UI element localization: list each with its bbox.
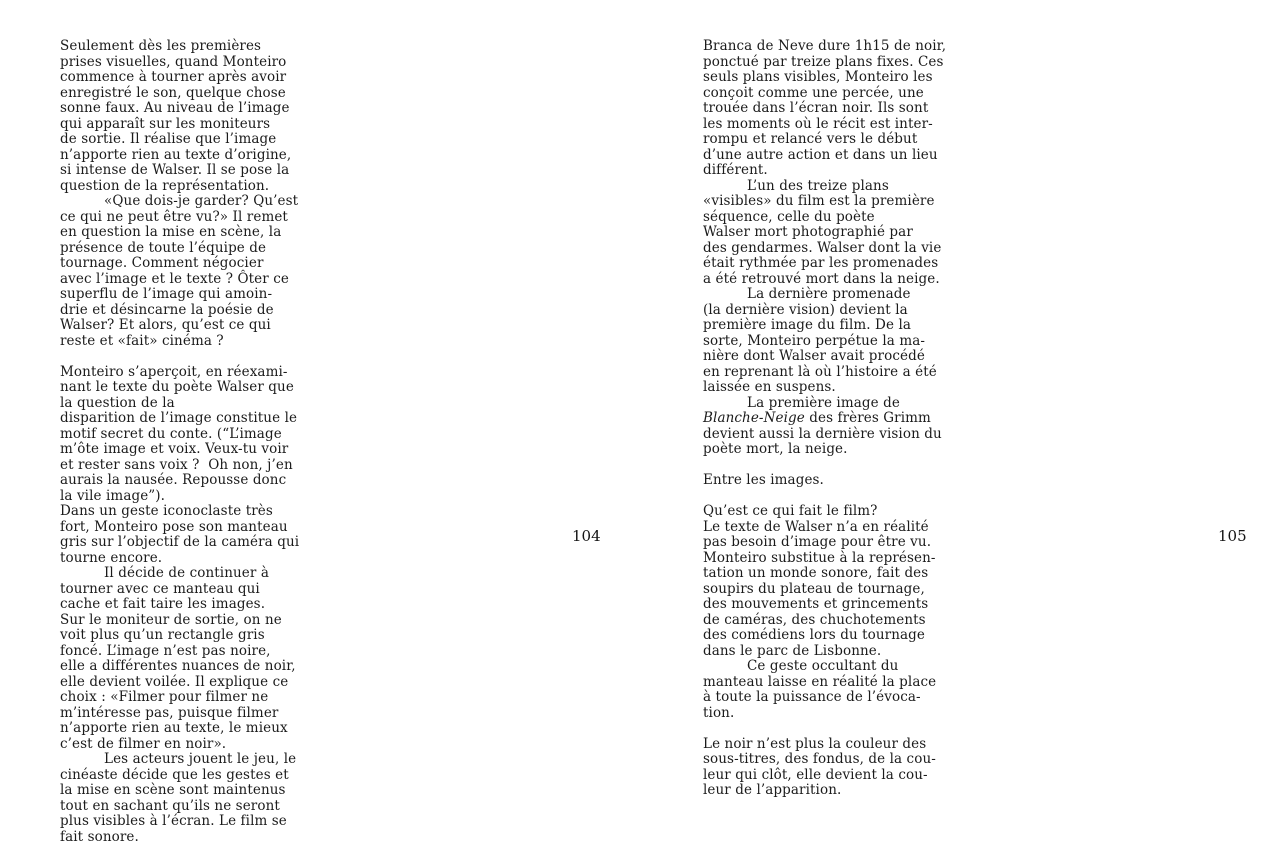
text-line: nière dont Walser avait procédé xyxy=(703,348,925,364)
text-line: c’est de filmer en noir». xyxy=(60,735,227,752)
text-line: de caméras, des chuchotements xyxy=(703,611,926,628)
text-line: rompu et relancé vers le début xyxy=(703,131,918,147)
text-line: sorte, Monteiro perpétue la ma- xyxy=(703,332,926,349)
blank-line xyxy=(60,349,332,365)
text-line: L’un des treize plans xyxy=(747,177,889,194)
text-line: tation un monde sonore, fait des xyxy=(703,565,929,581)
text-line: différent. xyxy=(703,162,768,178)
text-line: Qu’est ce qui fait le film? xyxy=(703,503,878,519)
text-line: des mouvements et grincements xyxy=(703,596,929,612)
text-line: Entre les images. xyxy=(703,472,824,488)
text-line: gris sur l’objectif de la caméra qui xyxy=(60,534,300,550)
text-line: La première image de xyxy=(747,394,900,411)
text-line: Walser mort photographié par xyxy=(703,224,913,240)
text-line: superflu de l’image qui amoin- xyxy=(60,286,273,302)
text-line: sous-titres, des fondus, de la cou- xyxy=(703,751,936,767)
text-line: fait sonore. xyxy=(60,828,139,845)
text-line: Monteiro s’aperçoit, en réexami- xyxy=(60,363,288,380)
text-line: m’intéresse pas, puisque filmer xyxy=(60,704,279,721)
page-105-text-column xyxy=(703,39,975,799)
blank-line xyxy=(703,489,975,505)
text-line: séquence, celle du poète xyxy=(703,208,875,225)
text-line: voit plus qu’un rectangle gris xyxy=(60,627,265,643)
text-line: la question de la xyxy=(60,394,175,411)
text-line: choix : «Filmer pour filmer ne xyxy=(60,689,269,705)
text-line: présence de toute l’équipe de xyxy=(60,239,267,256)
text-line: nant le texte du poète Walser que xyxy=(60,379,294,395)
text-line: sonne faux. Au niveau de l’image xyxy=(60,100,290,116)
text-line: La dernière promenade xyxy=(747,286,911,302)
text-line: d’une autre action et dans un lieu xyxy=(703,146,938,163)
text-line: cache et fait taire les images. xyxy=(60,596,266,612)
text-line: motif secret du conte. (“L’image xyxy=(60,425,282,442)
text-line: tout en sachant qu’ils ne seront xyxy=(60,797,280,814)
text-line: question de la représentation. xyxy=(60,177,270,194)
text-line: foncé. L’image n’est pas noire, xyxy=(60,642,271,659)
text-line: Seulement dès les premières xyxy=(60,38,262,54)
text-line: tournage. Comment négocier xyxy=(60,255,264,271)
text-line: Il décide de continuer à xyxy=(104,565,269,581)
text-line: et rester sans voix ? Oh non, j’en xyxy=(60,456,293,473)
text-segment: des frères Grimm xyxy=(804,410,931,426)
text-line: était rythmée par les promenades xyxy=(703,255,939,271)
text-line: prises visuelles, quand Monteiro xyxy=(60,53,287,70)
text-line: première image du film. De la xyxy=(703,317,912,333)
text-line: plus visibles à l’écran. Le film se xyxy=(60,813,287,829)
text-line: drie et désincarne la poésie de xyxy=(60,301,274,318)
text-line: m’ôte image et voix. Veux-tu voir xyxy=(60,441,289,457)
text-line: (la dernière vision) devient la xyxy=(703,301,908,318)
text-line: disparition de l’image constitue le xyxy=(60,410,298,426)
text-line: «Que dois-je garder? Qu’est xyxy=(104,193,299,209)
text-line: les moments où le récit est inter- xyxy=(703,115,933,132)
text-line: laissée en suspens. xyxy=(703,379,836,395)
page-number-105: 105 xyxy=(1218,527,1247,545)
text-line: «visibles» du film est la première xyxy=(703,193,935,209)
text-line: avec l’image et le texte ? Ôter ce xyxy=(60,270,289,287)
text-line: tourner avec ce manteau qui xyxy=(60,580,260,597)
page-number-104: 104 xyxy=(572,527,601,545)
page-105 xyxy=(640,0,1280,866)
text-line: n’apporte rien au texte, le mieux xyxy=(60,720,288,736)
text-line: cinéaste décide que les gestes et xyxy=(60,766,289,783)
text-line: manteau laisse en réalité la place xyxy=(703,673,937,690)
text-line: Monteiro substitue à la représen- xyxy=(703,549,936,566)
text-line: conçoit comme une percée, une xyxy=(703,84,924,101)
text-line: tourne encore. xyxy=(60,549,163,566)
text-line: Walser? Et alors, qu’est ce qui xyxy=(60,317,271,333)
text-line: qui apparaît sur les moniteurs xyxy=(60,115,271,132)
text-line: fort, Monteiro pose son manteau xyxy=(60,518,288,535)
text-line: Dans un geste iconoclaste très xyxy=(60,503,273,519)
text-line: trouée dans l’écran noir. Ils sont xyxy=(703,100,929,116)
text-line: la mise en scène sont maintenus xyxy=(60,782,286,798)
text-line: Branca de Neve dure 1h15 de noir, xyxy=(703,38,947,54)
text-line: Ce geste occultant du xyxy=(747,658,899,674)
text-line: elle devient voilée. Il explique ce xyxy=(60,673,289,690)
text-line: reste et «fait» cinéma ? xyxy=(60,332,224,349)
text-line: leur de l’apparition. xyxy=(703,782,842,798)
text-line: enregistré le son, quelque chose xyxy=(60,84,286,101)
blank-line xyxy=(703,721,975,737)
text-line: tion. xyxy=(703,704,735,721)
text-line: poète mort, la neige. xyxy=(703,441,848,457)
text-line: en reprenant là où l’histoire a été xyxy=(703,363,937,380)
blank-line xyxy=(703,458,975,474)
text-line: Le texte de Walser n’a en réalité xyxy=(703,518,929,535)
text-line: elle a différentes nuances de noir, xyxy=(60,658,296,674)
text-line: seuls plans visibles, Monteiro les xyxy=(703,69,933,85)
text-line: commence à tourner après avoir xyxy=(60,69,287,85)
italic-title-text: Blanche-Neige xyxy=(703,410,805,426)
text-line: Sur le moniteur de sortie, on ne xyxy=(60,611,282,628)
text-line: n’apporte rien au texte d’origine, xyxy=(60,146,292,163)
text-line: Les acteurs jouent le jeu, le xyxy=(104,751,297,767)
text-line: pas besoin d’image pour être vu. xyxy=(703,534,932,550)
text-line: Le noir n’est plus la couleur des xyxy=(703,735,927,752)
text-line: la vile image”). xyxy=(60,487,166,504)
text-line: leur qui clôt, elle devient la cou- xyxy=(703,766,928,783)
text-line: aurais la nausée. Repousse donc xyxy=(60,472,287,488)
text-line: des comédiens lors du tournage xyxy=(703,627,926,643)
text-line xyxy=(703,411,975,427)
text-line: à toute la puissance de l’évoca- xyxy=(703,689,921,705)
text-line: dans le parc de Lisbonne. xyxy=(703,642,882,659)
text-line: soupirs du plateau de tournage, xyxy=(703,580,925,597)
text-line: de sortie. Il réalise que l’image xyxy=(60,131,277,147)
text-line: des gendarmes. Walser dont la vie xyxy=(703,239,942,256)
text-line: en question la mise en scène, la xyxy=(60,224,282,240)
page-104-text-column xyxy=(60,39,332,845)
text-line: devient aussi la dernière vision du xyxy=(703,425,942,442)
text-line: ponctué par treize plans fixes. Ces xyxy=(703,53,944,70)
text-line: si intense de Walser. Il se pose la xyxy=(60,162,290,178)
text-line: a été retrouvé mort dans la neige. xyxy=(703,270,940,287)
text-line: ce qui ne peut être vu?» Il remet xyxy=(60,208,288,225)
